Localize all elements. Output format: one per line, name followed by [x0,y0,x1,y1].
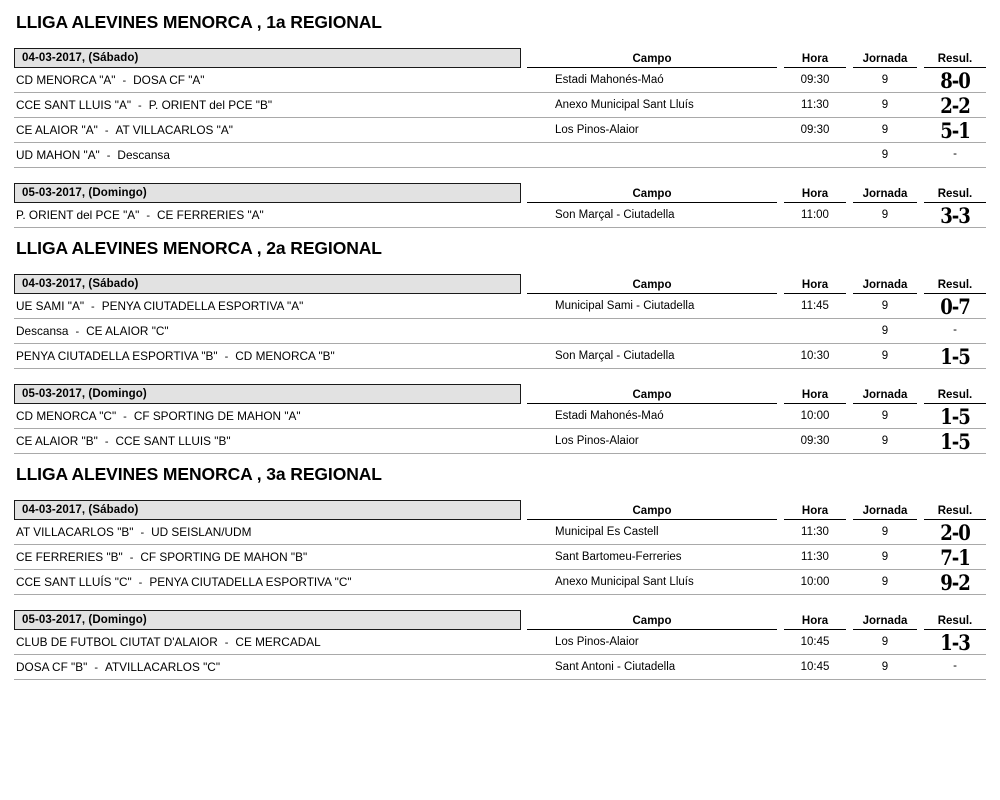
away-team: CF SPORTING DE MAHON "B" [140,550,308,564]
match-row [14,294,986,319]
column-header-campo: Campo [527,188,777,203]
match-result: 3-3 [940,202,970,228]
group-header [14,46,986,68]
column-header-resul: Resul. [924,615,986,630]
match-details [527,569,986,595]
match-row [14,93,986,118]
match-row [14,344,986,369]
match-teams [14,123,521,137]
match-venue: Estadi Mahonés-Maó [555,74,664,86]
match-matchday: 9 [881,209,889,221]
match-matchday: 9 [881,526,889,538]
vs-separator: - [224,351,229,363]
match-result: 1-5 [940,403,970,429]
match-matchday: 9 [881,410,889,422]
match-teams [14,208,521,222]
column-headers [527,499,986,520]
match-matchday: 9 [881,576,889,588]
match-row [14,520,986,545]
home-team: P. ORIENT del PCE "A" [16,208,140,222]
match-teams [14,349,521,363]
match-venue: Son Marçal - Ciutadella [555,350,675,362]
match-result: 1-3 [940,629,970,655]
match-result: 8-0 [940,67,970,93]
column-headers [527,383,986,404]
match-venue: Los Pinos-Alaior [555,435,639,447]
vs-separator: - [138,577,143,589]
away-team: AT VILLACARLOS "A" [115,123,233,137]
away-team: CE FERRERIES "A" [157,208,264,222]
column-header-hora: Hora [784,505,846,520]
column-header-hora: Hora [784,615,846,630]
match-teams [14,660,521,674]
match-time: 10:45 [800,636,830,648]
match-row [14,545,986,570]
match-venue: Sant Bartomeu-Ferreries [555,551,682,563]
match-row [14,404,986,429]
match-result: 1-5 [940,428,970,454]
match-venue: Sant Antoni - Ciutadella [555,661,676,673]
group-header [14,498,986,520]
date-header: 05-03-2017, (Domingo) [14,384,521,404]
vs-separator: - [138,100,142,112]
match-teams [14,575,521,589]
match-time: 11:00 [801,209,829,221]
away-team: CCE SANT LLUIS "B" [115,434,231,448]
column-header-hora: Hora [784,53,846,68]
column-headers [527,47,986,68]
match-teams [14,550,521,564]
match-venue: Estadi Mahonés-Maó [555,410,664,422]
home-team: DOSA CF "B" [16,660,88,674]
match-teams [14,409,521,423]
match-teams [14,73,521,87]
date-header: 04-03-2017, (Sábado) [14,274,521,294]
vs-separator: - [129,552,134,564]
match-matchday: 9 [881,551,889,563]
match-result: 0-7 [940,293,970,319]
column-header-resul: Resul. [924,53,986,68]
vs-separator: - [94,662,98,674]
league-title: LLIGA ALEVINES MENORCA , 3a REGIONAL [16,464,382,484]
match-teams [14,434,521,448]
column-header-hora: Hora [784,188,846,203]
match-details [527,92,986,118]
column-header-jornada: Jornada [853,279,917,294]
column-header-resul: Resul. [924,279,986,294]
column-headers [527,609,986,630]
match-details [527,661,986,673]
match-details [527,519,986,545]
column-headers [527,273,986,294]
group-header [14,181,986,203]
match-result: 7-1 [940,544,970,570]
column-header-resul: Resul. [924,188,986,203]
match-time: 11:30 [801,99,829,111]
match-details [527,428,986,454]
home-team: CD MENORCA "C" [16,409,117,423]
match-row [14,203,986,228]
vs-separator: - [104,125,109,137]
match-teams [14,635,521,649]
column-header-resul: Resul. [924,389,986,404]
column-header-campo: Campo [527,53,777,68]
match-venue: Municipal Sami - Ciutadella [555,300,695,312]
group-header [14,272,986,294]
home-team: CE ALAIOR "B" [16,434,98,448]
column-header-campo: Campo [527,389,777,404]
league-block [14,238,986,454]
league-title: LLIGA ALEVINES MENORCA , 2a REGIONAL [16,238,382,258]
league-block [14,12,986,228]
vs-separator: - [123,411,127,423]
match-details [527,544,986,570]
results-page [0,12,1000,800]
match-details [527,67,986,93]
date-header: 04-03-2017, (Sábado) [14,48,521,68]
vs-separator: - [140,527,145,539]
match-time: 11:30 [801,526,829,538]
match-row [14,429,986,454]
home-team: Descansa [16,324,69,338]
home-team: CE FERRERIES "B" [16,550,123,564]
match-matchday: 9 [881,124,889,136]
away-team: CE ALAIOR "C" [86,324,169,338]
column-header-campo: Campo [527,279,777,294]
match-time: 09:30 [800,435,830,447]
home-team: AT VILLACARLOS "B" [16,525,134,539]
match-result: 2-2 [940,92,970,118]
home-team: PENYA CIUTADELLA ESPORTIVA "B" [16,349,218,363]
match-result: 5-1 [940,117,970,143]
vs-separator: - [75,326,80,338]
match-result: - [953,660,957,673]
date-group [14,181,986,228]
match-row [14,68,986,93]
match-matchday: 9 [881,435,889,447]
date-group [14,382,986,454]
away-team: UD SEISLAN/UDM [151,525,252,539]
match-teams [14,525,521,539]
match-result: 9-2 [940,569,970,595]
away-team: P. ORIENT del PCE "B" [148,98,273,112]
match-row [14,630,986,655]
match-time: 10:00 [800,410,830,422]
home-team: CLUB DE FUTBOL CIUTAT D'ALAIOR [16,635,218,649]
match-time: 10:45 [800,661,830,673]
vs-separator: - [122,75,127,87]
column-header-hora: Hora [784,389,846,404]
match-row [14,319,986,344]
home-team: CD MENORCA "A" [16,73,116,87]
match-matchday: 9 [881,636,889,648]
home-team: CCE SANT LLUIS "A" [16,98,132,112]
match-venue: Anexo Municipal Sant Lluís [555,99,694,111]
league-title: LLIGA ALEVINES MENORCA , 1a REGIONAL [16,12,382,32]
match-details [527,403,986,429]
match-result: 2-0 [940,519,970,545]
vs-separator: - [224,637,229,649]
match-matchday: 9 [881,350,889,362]
match-details [527,343,986,369]
match-matchday: 9 [881,661,889,673]
match-teams [14,324,521,338]
group-header [14,608,986,630]
match-details [527,293,986,319]
match-matchday: 9 [881,74,889,86]
home-team: CCE SANT LLUÍS "C" [16,575,132,589]
date-group [14,46,986,168]
home-team: UD MAHON "A" [16,148,100,162]
match-teams [14,148,521,162]
match-row [14,118,986,143]
match-details [527,149,986,161]
match-time: 10:00 [800,576,830,588]
match-result: - [953,148,957,161]
match-venue: Son Marçal - Ciutadella [555,209,675,221]
match-matchday: 9 [881,149,889,161]
match-time: 09:30 [800,124,830,136]
column-header-resul: Resul. [924,505,986,520]
column-header-campo: Campo [527,505,777,520]
match-result: 1-5 [940,343,970,369]
column-headers [527,182,986,203]
match-venue: Anexo Municipal Sant Lluís [555,576,694,588]
away-team: Descansa [117,148,170,162]
home-team: UE SAMI "A" [16,299,85,313]
vs-separator: - [91,301,95,313]
match-row [14,655,986,680]
date-group [14,608,986,680]
match-matchday: 9 [881,325,889,337]
match-time: 10:30 [800,350,830,362]
match-details [527,629,986,655]
match-venue: Municipal Es Castell [555,526,659,538]
match-venue: Los Pinos-Alaior [555,124,639,136]
date-header: 04-03-2017, (Sábado) [14,500,521,520]
match-row [14,570,986,595]
match-row [14,143,986,168]
match-matchday: 9 [881,300,889,312]
home-team: CE ALAIOR "A" [16,123,98,137]
match-result: - [953,324,957,337]
away-team: DOSA CF "A" [133,73,205,87]
league-block [14,464,986,680]
match-teams [14,299,521,313]
vs-separator: - [146,210,151,222]
match-time: 11:30 [801,551,829,563]
match-details [527,325,986,337]
away-team: CD MENORCA "B" [235,349,335,363]
vs-separator: - [106,150,111,162]
match-details [527,202,986,228]
column-header-hora: Hora [784,279,846,294]
match-teams [14,98,521,112]
date-header: 05-03-2017, (Domingo) [14,183,521,203]
group-header [14,382,986,404]
away-team: PENYA CIUTADELLA ESPORTIVA "C" [149,575,352,589]
column-header-jornada: Jornada [853,188,917,203]
column-header-jornada: Jornada [853,615,917,630]
away-team: ATVILLACARLOS "C" [104,660,221,674]
match-time: 09:30 [800,74,830,86]
date-header: 05-03-2017, (Domingo) [14,610,521,630]
vs-separator: - [104,436,109,448]
match-time: 11:45 [801,300,829,312]
away-team: CF SPORTING DE MAHON "A" [133,409,301,423]
column-header-jornada: Jornada [853,53,917,68]
away-team: CE MERCADAL [235,635,321,649]
away-team: PENYA CIUTADELLA ESPORTIVA "A" [101,299,304,313]
match-matchday: 9 [881,99,889,111]
column-header-campo: Campo [527,615,777,630]
date-group [14,498,986,595]
column-header-jornada: Jornada [853,389,917,404]
column-header-jornada: Jornada [853,505,917,520]
match-details [527,117,986,143]
date-group [14,272,986,369]
match-venue: Los Pinos-Alaior [555,636,639,648]
